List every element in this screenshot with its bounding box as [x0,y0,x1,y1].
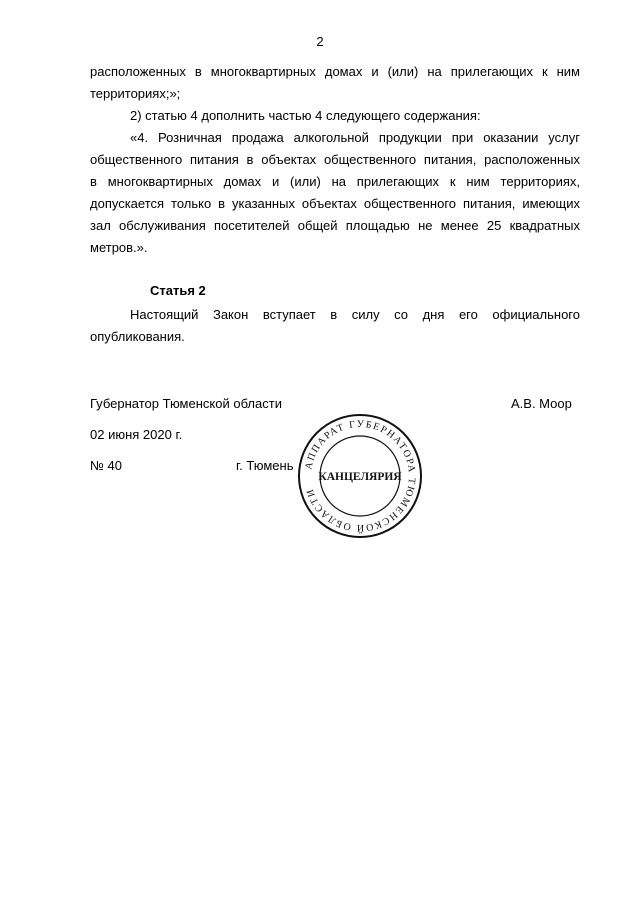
quote-line: в многоквартирных домах и (или) на прилегающих к ним территориях, [90,174,580,189]
signing-city: г. Тюмень [236,458,294,473]
body-line: 2) статью 4 дополнить частью 4 следующего содержания: [130,108,481,123]
article-line: Настоящий Закон вступает в силу со дня его официального [130,307,580,322]
stamp-center-text: КАНЦЕЛЯРИЯ [318,471,402,483]
law-number: № 40 [90,458,123,473]
amendment-text [90,61,580,127]
quote-line: «4. Розничная продажа алкогольной продукции при оказании услуг [130,130,580,145]
quote-line: метров.». [90,240,148,255]
signing-date: 02 июня 2020 г. [90,427,183,442]
body-line: расположенных в многоквартирных домах и (или) на прилегающих к ним [90,64,580,79]
quote-line: общественного питания в объектах общественного питания, расположенных [90,152,580,167]
official-stamp [296,412,424,540]
body-line: территориях;»; [90,86,181,101]
page-number: 2 [316,34,324,49]
article-text [90,304,580,348]
article-line: опубликования. [90,329,185,344]
stamp-seal [296,412,424,540]
governor-name: А.В. Моор [511,396,572,411]
governor-title: Губернатор Тюменской области [90,396,282,411]
quote-line: зал обслуживания посетителей общей площадью не менее 25 квадратных [90,218,580,233]
article-heading: Статья 2 [150,283,206,298]
quote-line: допускается только в указанных объектах общественного питания, имеющих [90,196,580,211]
quoted-article-text [90,127,580,259]
stamp-ring-text: АППАРАТ ГУБЕРНАТОРА ТЮМЕНСКОЙ ОБЛАСТИ [303,418,418,534]
